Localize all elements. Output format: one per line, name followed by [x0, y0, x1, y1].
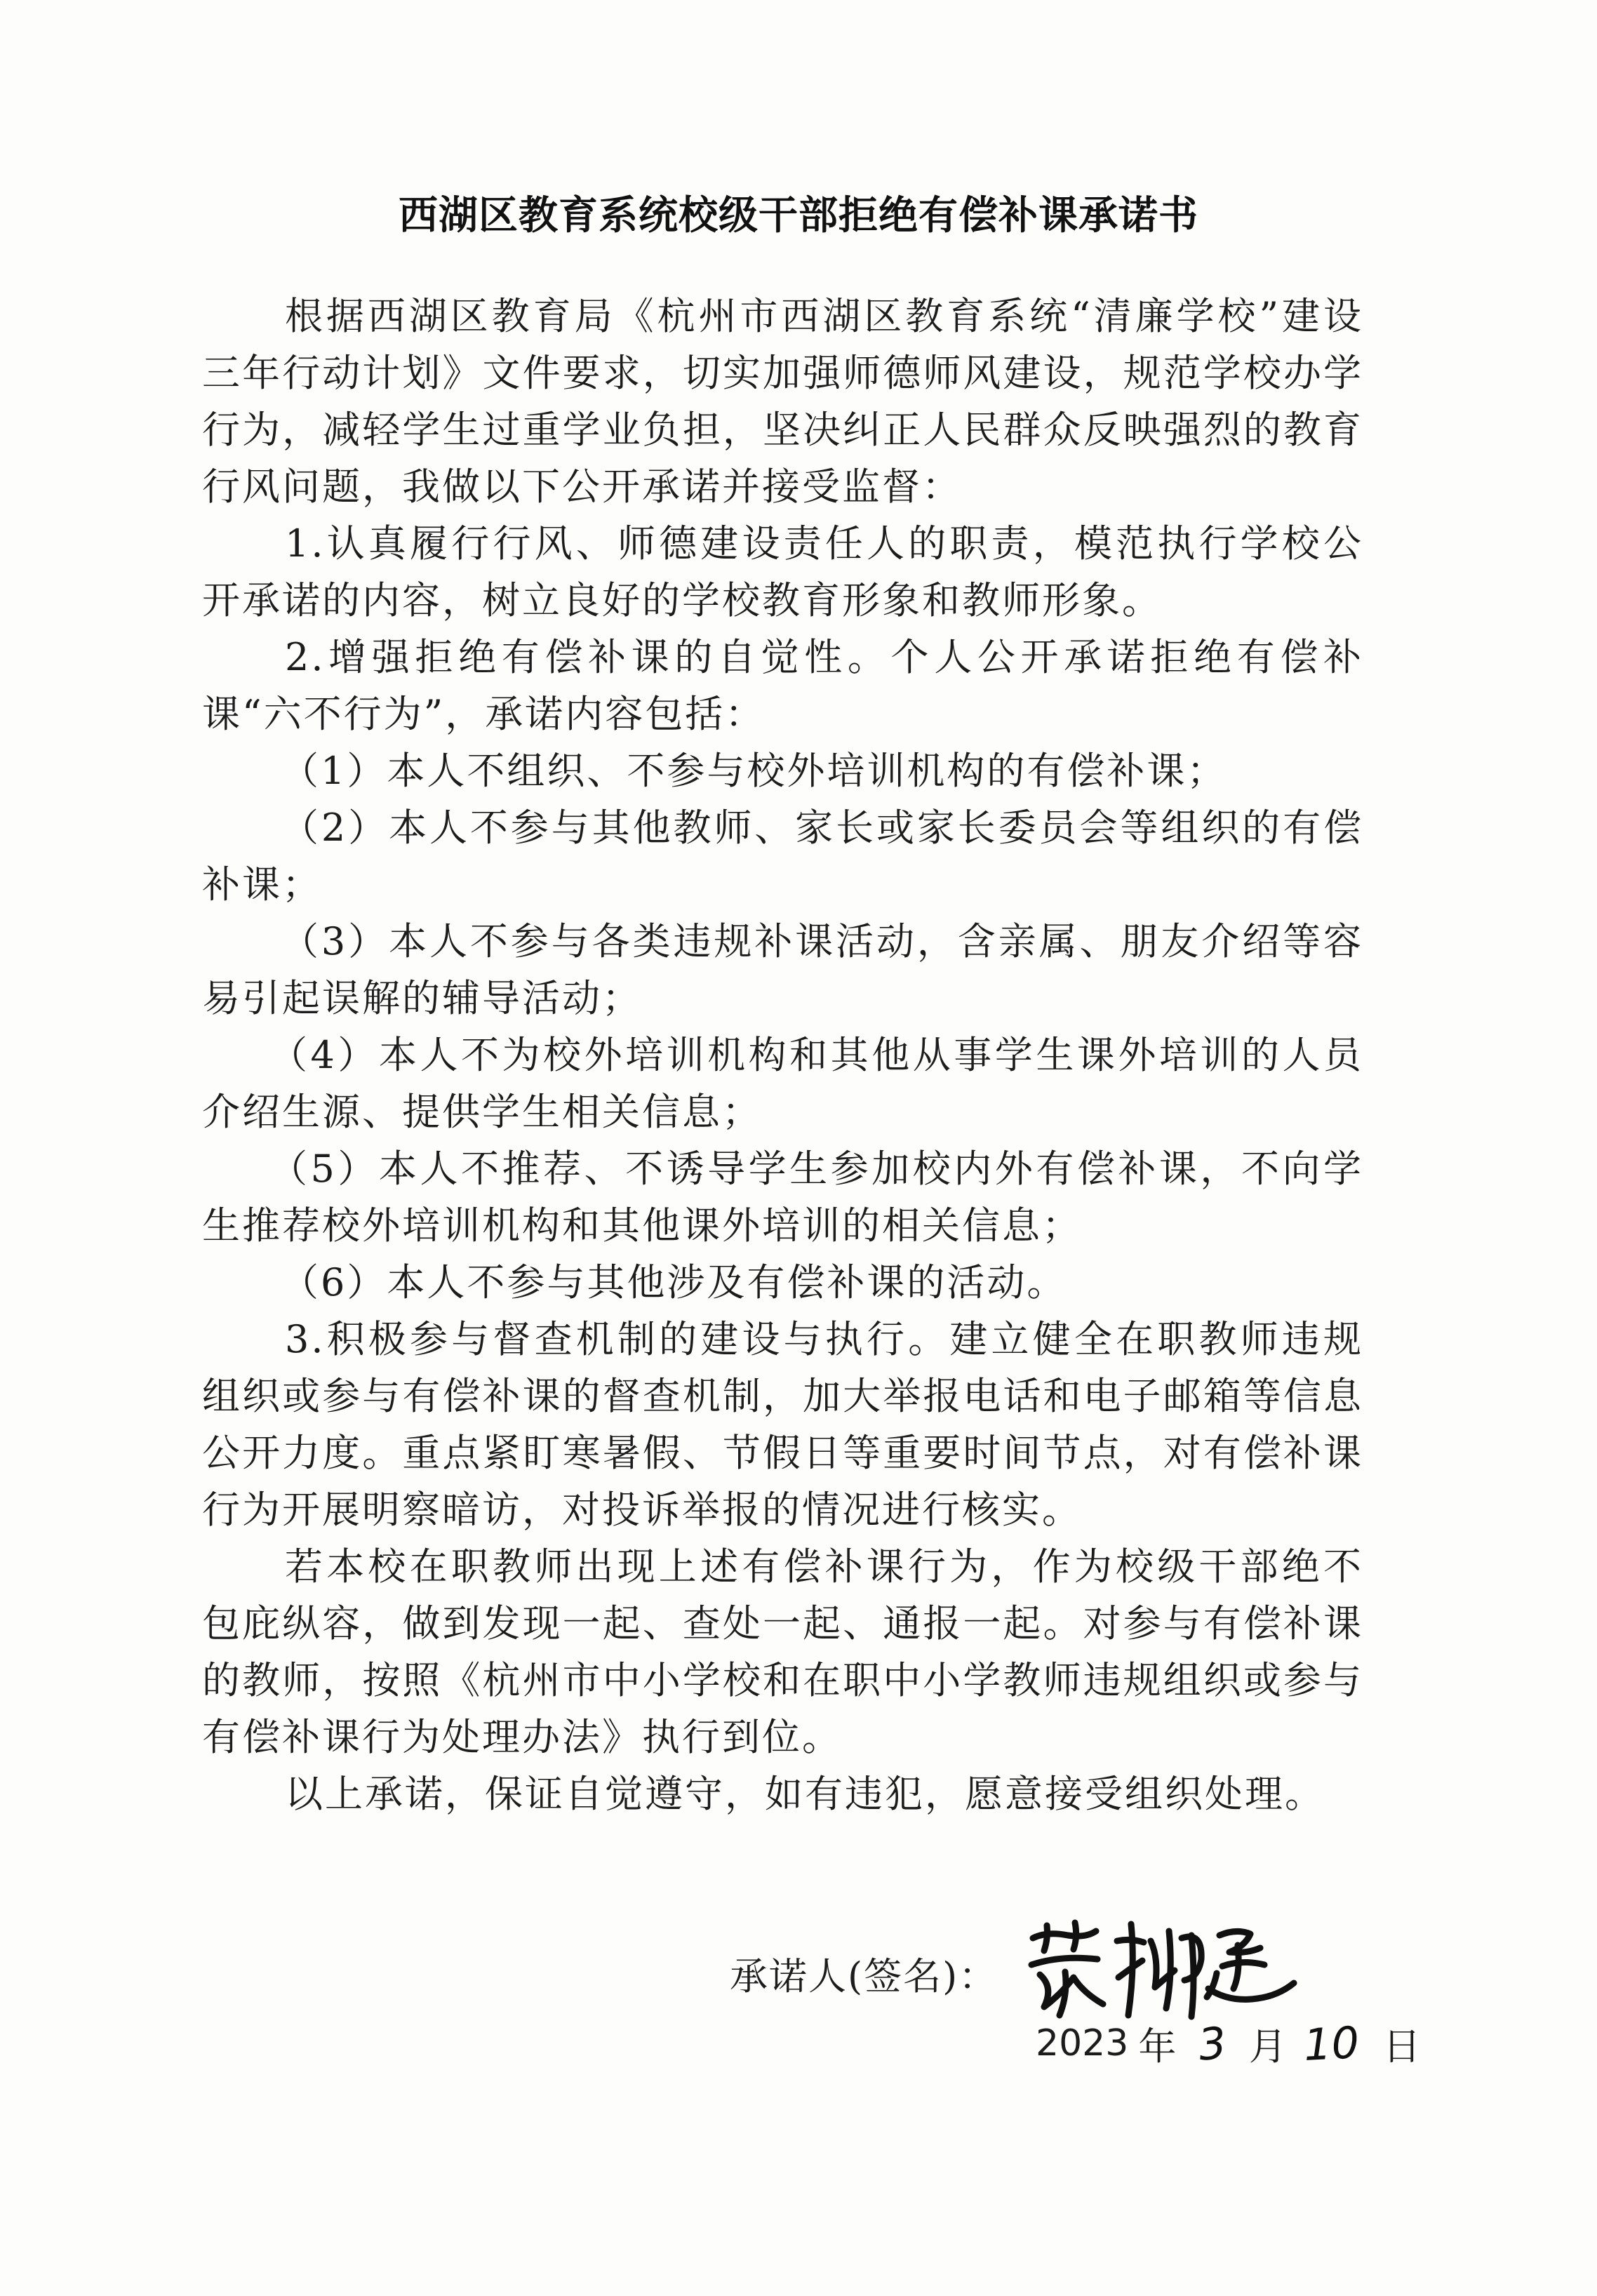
date-day-handwritten: 10	[1302, 2016, 1361, 2071]
signature-strokes	[1019, 1910, 1299, 2022]
handwritten-signature	[1019, 1910, 1299, 2022]
paragraph-subitem-6: （6）本人不参与其他涉及有偿补课的活动。	[281, 1260, 1067, 1304]
date-line	[1036, 2008, 1431, 2078]
document-body	[202, 288, 1363, 1822]
paragraph-closing: 以上承诺，保证自觉遵守，如有违犯，愿意接受组织处理。	[285, 1772, 1325, 1816]
date-month-unit: 月	[1248, 2024, 1287, 2069]
signature-label: 承诺人(签名)：	[730, 1954, 998, 1998]
signature-line	[730, 1924, 1299, 2022]
paragraph-subitem-1: （1）本人不组织、不参与校外培训机构的有偿补课；	[281, 749, 1227, 793]
paragraph-item-3: 3.积极参与督查机制的建设与执行。建立健全在职教师违规组织或参与有偿补课的督查机制，加大举报电话和电子邮箱等信息公开力度。重点紧盯寒暑假、节假日等重要时间节点，对有偿补课行为开展明察暗访，对投诉举报的情况进行核实。	[202, 1317, 1363, 1532]
document-title: 西湖区教育系统校级干部拒绝有偿补课承诺书	[399, 193, 1198, 239]
paragraph-subitem-2: （2）本人不参与其他教师、家长或家长委员会等组织的有偿补课；	[202, 806, 1363, 907]
paragraph-accountability: 若本校在职教师出现上述有偿补课行为，作为校级干部绝不包庇纵容，做到发现一起、查处一起、通报一起。对参与有偿补课的教师，按照《杭州市中小学校和在职中小学教师违规组织或参与有偿补课行为处理办法》执行到位。	[202, 1544, 1363, 1759]
paragraph-item-2: 2.增强拒绝有偿补课的自觉性。个人公开承诺拒绝有偿补课“六不行为”，承诺内容包括：	[202, 635, 1363, 736]
date-year-unit: 年	[1138, 2024, 1177, 2069]
paragraph-item-1: 1.认真履行行风、师德建设责任人的职责，模范执行学校公开承诺的内容，树立良好的学校教育形象和教师形象。	[202, 521, 1363, 622]
paragraph-subitem-4: （4）本人不为校外培训机构和其他从事学生课外培训的人员介绍生源、提供学生相关信息；	[202, 1033, 1363, 1134]
paragraph-subitem-5: （5）本人不推荐、不诱导学生参加校内外有偿补课，不向学生推荐校外培训机构和其他课外培训的相关信息；	[202, 1147, 1363, 1248]
date-year: 2023	[1036, 2022, 1129, 2064]
date-month-handwritten: 3	[1196, 2016, 1229, 2071]
date-day-unit: 日	[1382, 2024, 1421, 2069]
paragraph-intro: 根据西湖区教育局《杭州市西湖区教育系统“清廉学校”建设三年行动计划》文件要求，切实加强师德师风建设，规范学校办学行为，减轻学生过重学业负担，坚决纠正人民群众反映强烈的教育行风问题，我做以下公开承诺并接受监督：	[202, 294, 1363, 509]
paragraph-subitem-3: （3）本人不参与各类违规补课活动，含亲属、朋友介绍等容易引起误解的辅导活动；	[202, 919, 1363, 1020]
